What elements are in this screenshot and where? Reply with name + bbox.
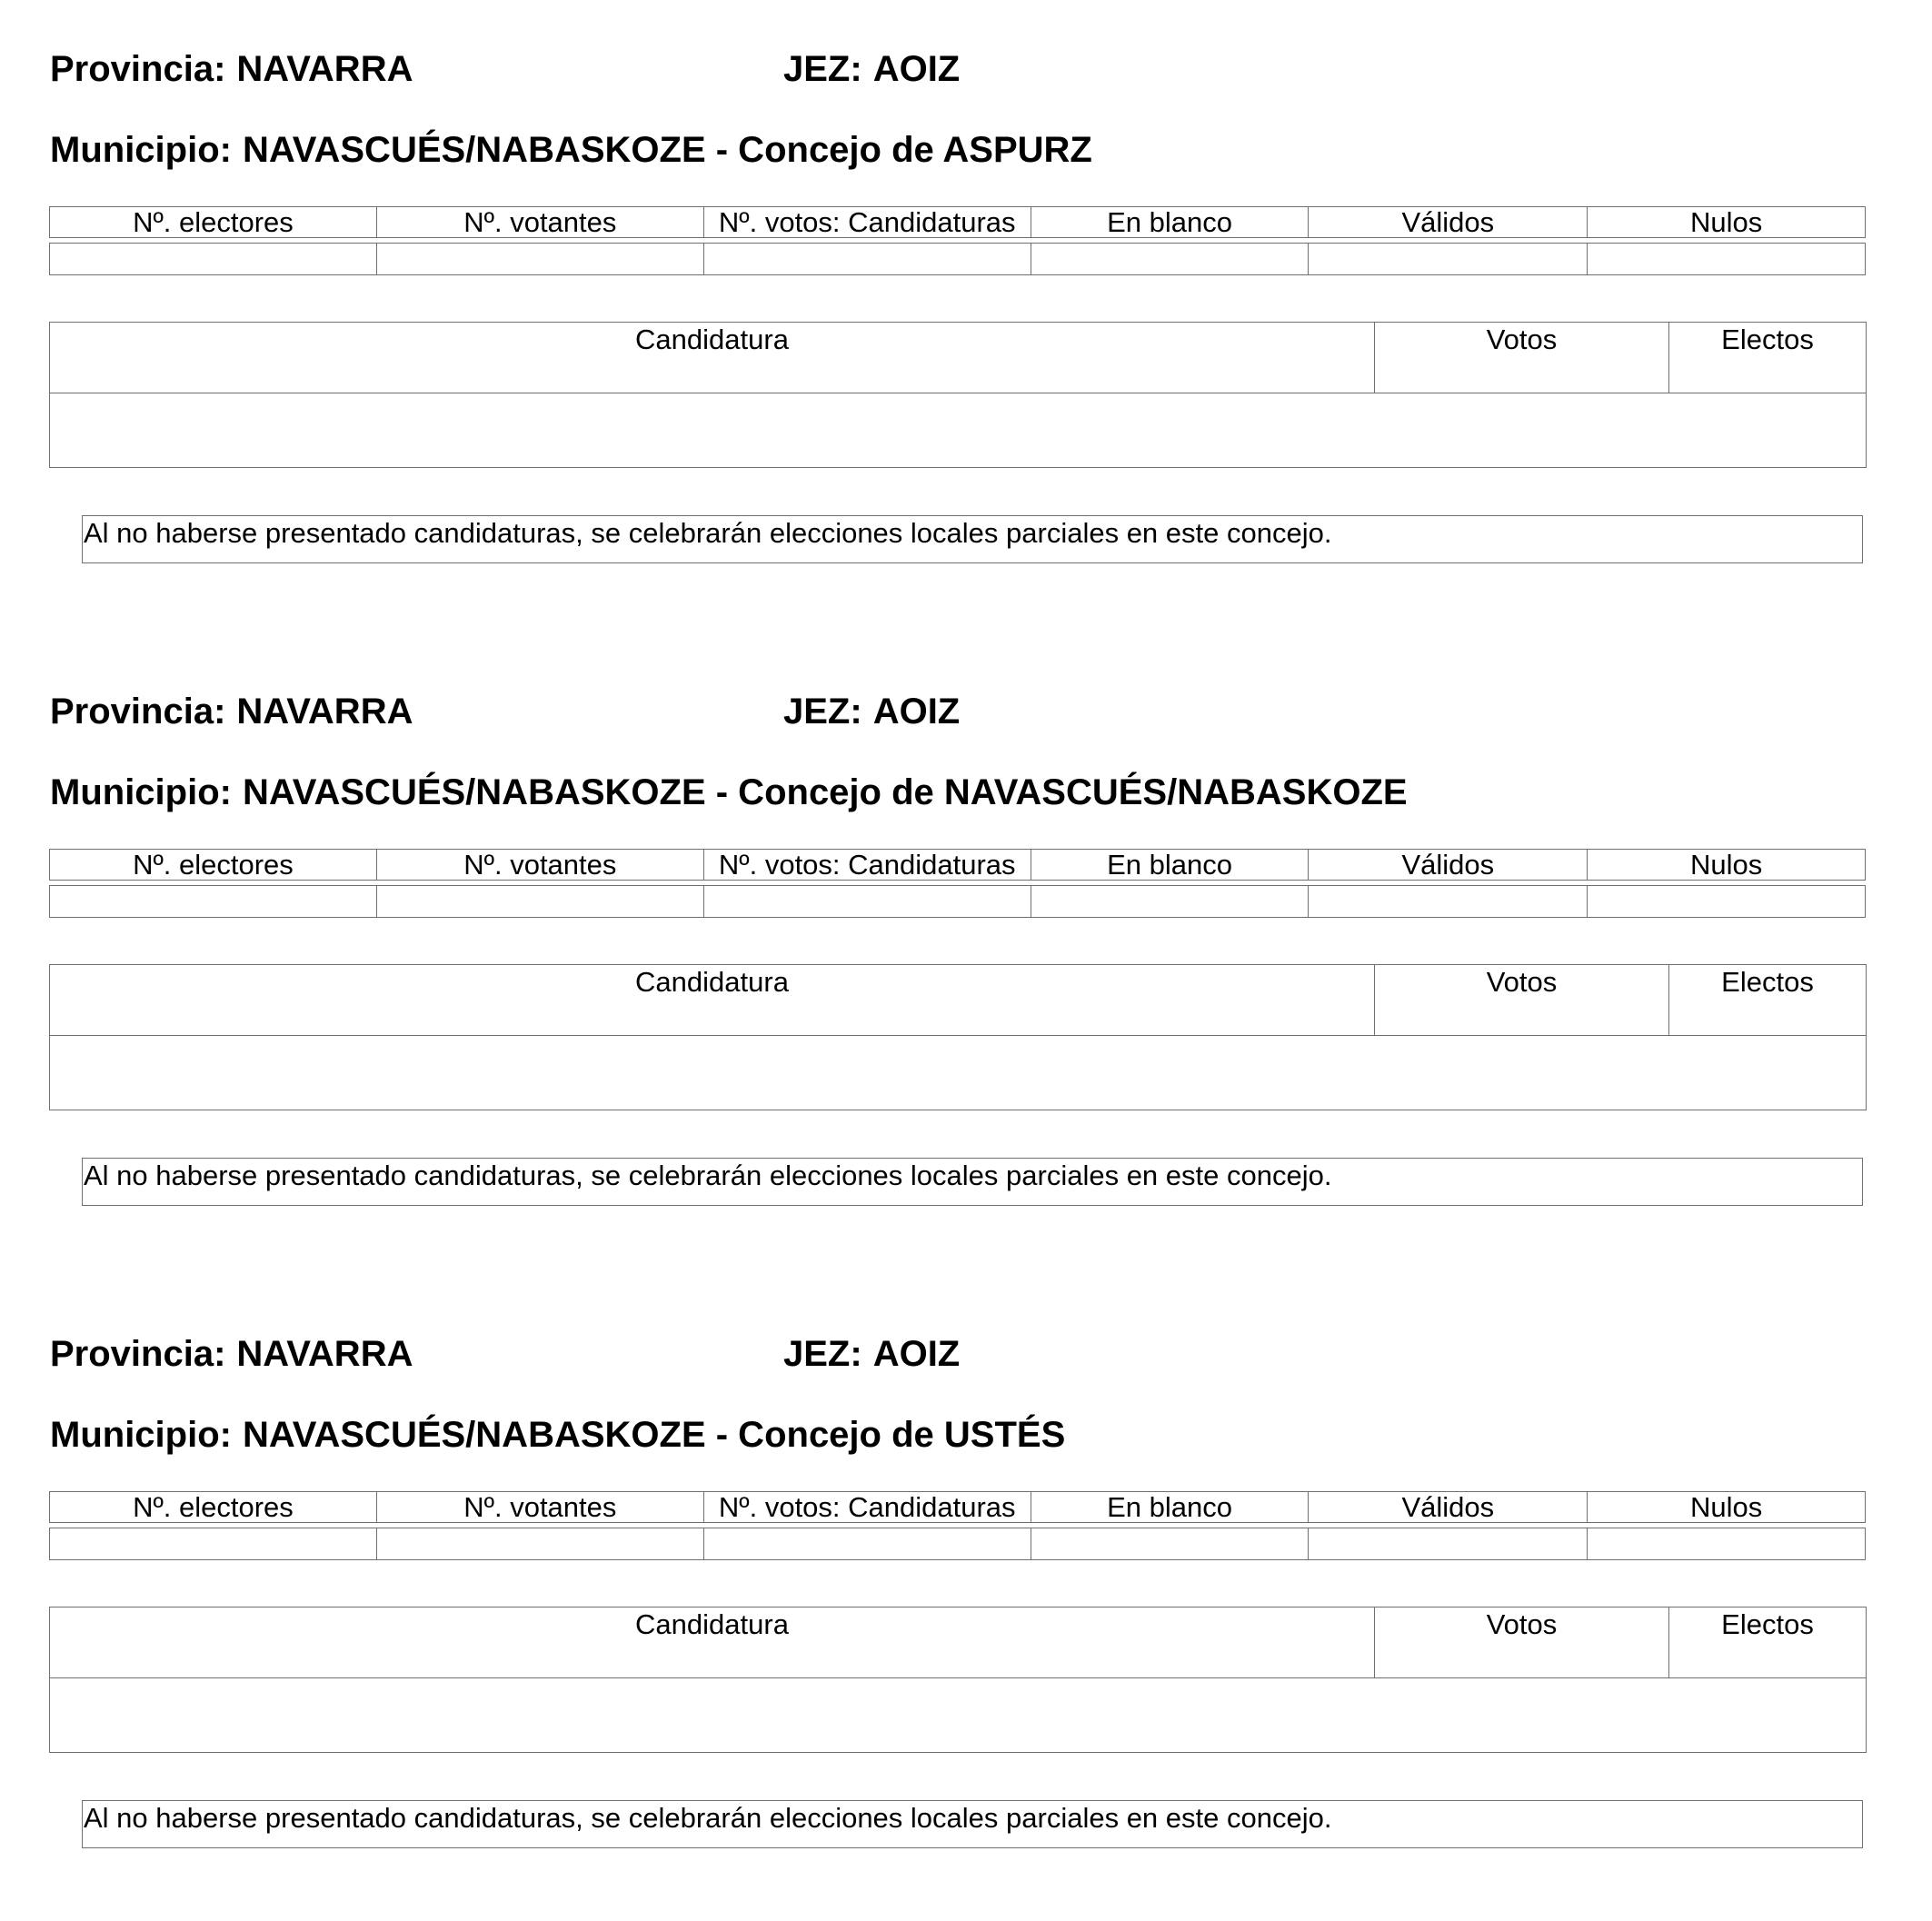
electos-header: Electos	[1669, 323, 1867, 393]
candidates-table	[49, 964, 1867, 1110]
en-blanco-value-cell	[1031, 244, 1309, 275]
electores-header: Nº. electores	[50, 1492, 377, 1523]
electos-header: Electos	[1669, 965, 1867, 1036]
votos-header: Votos	[1375, 323, 1669, 393]
jez-label: JEZ:	[783, 692, 862, 732]
votantes-value-cell	[376, 1528, 703, 1560]
jez-heading	[783, 690, 960, 733]
nulos-value-cell	[1588, 1528, 1866, 1560]
provincia-label: Provincia:	[50, 1334, 226, 1374]
municipio-label: Municipio:	[50, 130, 232, 170]
municipio-heading	[50, 771, 1408, 814]
concejo-section	[0, 0, 1932, 636]
provincia-heading	[50, 690, 413, 733]
municipio-heading	[50, 128, 1092, 172]
en-blanco-header: En blanco	[1031, 1492, 1309, 1523]
jez-value: AOIZ	[872, 49, 961, 89]
candidates-empty-cell	[50, 393, 1867, 468]
candidates-header-row	[50, 1607, 1867, 1678]
en-blanco-header: En blanco	[1031, 850, 1309, 881]
votos-header: Votos	[1375, 1607, 1669, 1678]
concejo-section	[0, 1285, 1932, 1921]
electos-header: Electos	[1669, 1607, 1867, 1678]
votos-candidaturas-value-cell	[703, 244, 1031, 275]
electores-value-cell	[50, 244, 377, 275]
votantes-value-cell	[376, 886, 703, 918]
summary-table	[49, 1491, 1866, 1560]
en-blanco-value-cell	[1031, 1528, 1309, 1560]
provincia-value: NAVARRA	[236, 1334, 413, 1374]
municipio-heading	[50, 1413, 1065, 1457]
votos-candidaturas-value-cell	[703, 886, 1031, 918]
votos-candidaturas-value-cell	[703, 1528, 1031, 1560]
validos-value-cell	[1309, 886, 1588, 918]
nulos-header: Nulos	[1588, 207, 1866, 238]
candidates-header-row	[50, 965, 1867, 1036]
summary-header-row	[50, 850, 1866, 881]
validos-header: Válidos	[1309, 207, 1588, 238]
validos-header: Válidos	[1309, 1492, 1588, 1523]
candidates-header-row	[50, 323, 1867, 393]
validos-value-cell	[1309, 244, 1588, 275]
nulos-header: Nulos	[1588, 850, 1866, 881]
en-blanco-value-cell	[1031, 886, 1309, 918]
jez-value: AOIZ	[872, 692, 961, 732]
votos-candidaturas-header: Nº. votos: Candidaturas	[703, 850, 1031, 881]
validos-header: Válidos	[1309, 850, 1588, 881]
nulos-header: Nulos	[1588, 1492, 1866, 1523]
summary-values-row	[50, 1528, 1866, 1560]
electores-header: Nº. electores	[50, 207, 377, 238]
votantes-header: Nº. votantes	[376, 207, 703, 238]
provincia-heading	[50, 1332, 413, 1376]
provincia-heading	[50, 47, 413, 91]
municipio-label: Municipio:	[50, 1415, 232, 1455]
validos-value-cell	[1309, 1528, 1588, 1560]
summary-values-row	[50, 886, 1866, 918]
municipio-value: NAVASCUÉS/NABASKOZE - Concejo de USTÉS	[242, 1415, 1066, 1455]
nulos-value-cell	[1588, 886, 1866, 918]
votantes-header: Nº. votantes	[376, 850, 703, 881]
candidates-empty-cell	[50, 1678, 1867, 1753]
candidates-empty-cell	[50, 1036, 1867, 1110]
note-box: Al no haberse presentado candidaturas, se celebrarán elecciones locales parciales en este concejo.	[82, 515, 1863, 563]
concejo-section	[0, 642, 1932, 1279]
jez-label: JEZ:	[783, 49, 862, 89]
note-box: Al no haberse presentado candidaturas, se celebrarán elecciones locales parciales en este concejo.	[82, 1800, 1863, 1848]
summary-table	[49, 206, 1866, 275]
municipio-label: Municipio:	[50, 772, 232, 812]
provincia-label: Provincia:	[50, 692, 226, 732]
votos-candidaturas-header: Nº. votos: Candidaturas	[703, 1492, 1031, 1523]
summary-table	[49, 849, 1866, 918]
candidatura-header: Candidatura	[50, 323, 1375, 393]
candidates-empty-row	[50, 1678, 1867, 1753]
summary-header-row	[50, 207, 1866, 238]
en-blanco-header: En blanco	[1031, 207, 1309, 238]
candidates-table	[49, 322, 1867, 468]
jez-heading	[783, 1332, 960, 1376]
candidatura-header: Candidatura	[50, 1607, 1375, 1678]
votantes-value-cell	[376, 244, 703, 275]
candidatura-header: Candidatura	[50, 965, 1375, 1036]
provincia-value: NAVARRA	[236, 49, 413, 89]
electores-value-cell	[50, 1528, 377, 1560]
provincia-value: NAVARRA	[236, 692, 413, 732]
electores-value-cell	[50, 886, 377, 918]
electores-header: Nº. electores	[50, 850, 377, 881]
municipio-value: NAVASCUÉS/NABASKOZE - Concejo de NAVASCUÉS/NABASKOZE	[242, 772, 1408, 812]
summary-values-row	[50, 244, 1866, 275]
nulos-value-cell	[1588, 244, 1866, 275]
note-box: Al no haberse presentado candidaturas, se celebrarán elecciones locales parciales en este concejo.	[82, 1158, 1863, 1206]
candidates-empty-row	[50, 393, 1867, 468]
votos-candidaturas-header: Nº. votos: Candidaturas	[703, 207, 1031, 238]
candidates-table	[49, 1607, 1867, 1753]
votantes-header: Nº. votantes	[376, 1492, 703, 1523]
summary-header-row	[50, 1492, 1866, 1523]
jez-value: AOIZ	[872, 1334, 961, 1374]
municipio-value: NAVASCUÉS/NABASKOZE - Concejo de ASPURZ	[242, 130, 1092, 170]
jez-label: JEZ:	[783, 1334, 862, 1374]
provincia-label: Provincia:	[50, 49, 226, 89]
votos-header: Votos	[1375, 965, 1669, 1036]
jez-heading	[783, 47, 960, 91]
candidates-empty-row	[50, 1036, 1867, 1110]
